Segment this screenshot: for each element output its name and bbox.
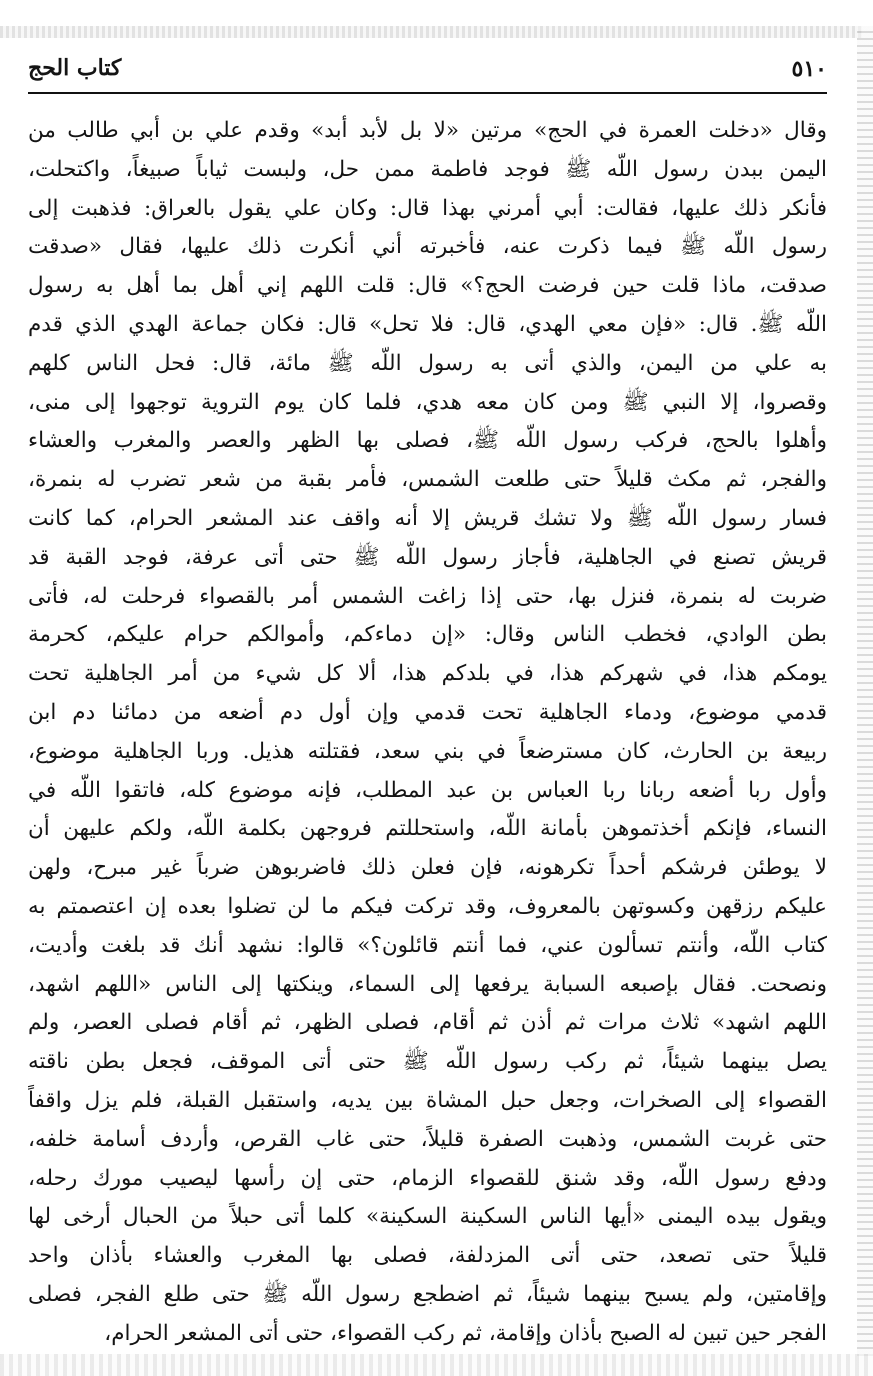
text-line: وأول ربا أضعه ربانا ربا العباس بن عبد المطلب، فإنه موضوع كله، فاتقوا اللّه في: [28, 777, 827, 803]
decorative-bottom-border: [0, 1354, 873, 1376]
text-line: اللهم اشهد» ثلاث مرات ثم أذن ثم أقام، فصلى الظهر، ثم أقام فصلى العصر، ولم: [28, 1010, 827, 1036]
text-line: ربيعة بن الحارث، كان مسترضعاً في بني سعد، فقتلته هذيل. وربا الجاهلية موضوع،: [28, 738, 827, 764]
text-line: وقال «دخلت العمرة في الحج» مرتين «لا بل لأبد أبد» وقدم علي بن أبي طالب من: [28, 118, 827, 143]
decorative-top-border: [0, 26, 862, 38]
text-line: اللّه ﷺ. قال: «فإن معي الهدي، قال: فلا تحل» قال: فكان جماعة الهدي الذي قدم: [28, 311, 827, 337]
text-line: به علي من اليمن، والذي أتى به رسول اللّه ﷺ مائة، قال: فحل الناس كلهم: [28, 350, 827, 376]
page-header: [28, 52, 827, 88]
text-line: القصواء إلى الصخرات، وجعل حبل المشاة بين يديه، واستقبل القبلة، فلم يزل واقفاً: [28, 1087, 827, 1113]
page-number: ٥١٠: [791, 56, 827, 82]
header-rule: [28, 92, 827, 94]
text-line: يصل بينهما شيئاً، ثم ركب رسول اللّه ﷺ حتى أتى الموقف، فجعل بطن ناقته: [28, 1049, 827, 1075]
text-line: الفجر حين تبين له الصبح بأذان وإقامة، ثم ركب القصواء، حتى أتى المشعر الحرام،: [104, 1320, 827, 1346]
text-line: عليكم رزقهن وكسوتهن بالمعروف، وقد تركت فيكم ما لن تضلوا بعده إن اعتصمتم به: [28, 893, 827, 919]
text-line: وأهلوا بالحج، فركب رسول اللّه ﷺ، فصلى بها الظهر والعصر والمغرب والعشاء: [28, 428, 827, 454]
text-line: صدقت، ماذا قلت حين فرضت الحج؟» قال: قلت اللهم إني أهل بما أهل به رسول: [28, 273, 827, 299]
text-line: ودفع رسول اللّه، وقد شنق للقصواء الزمام، حتى إن رأسها ليصيب مورك رحله،: [28, 1165, 827, 1191]
text-line: يومكم هذا، في شهركم هذا، في بلدكم هذا، ألا كل شيء من أمر الجاهلية تحت: [28, 661, 827, 687]
text-line: قليلاً حتى تصعد، حتى أتى المزدلفة، فصلى بها المغرب والعشاء بأذان واحد: [28, 1243, 827, 1269]
running-title: كتاب الحج: [28, 55, 122, 81]
text-line: ونصحت. فقال بإصبعه السبابة يرفعها إلى السماء، وينكتها إلى الناس «اللهم اشهد،: [28, 971, 827, 997]
text-line: وإقامتين، ولم يسبح بينهما شيئاً، ثم اضطجع رسول اللّه ﷺ حتى طلع الفجر، فصلى: [28, 1281, 827, 1307]
text-line: فسار رسول اللّه ﷺ ولا تشك قريش إلا أنه واقف عند المشعر الحرام، كما كانت: [28, 505, 827, 531]
body-text: [28, 112, 827, 1354]
text-line: اليمن ببدن رسول اللّه ﷺ فوجد فاطمة ممن حل، ولبست ثياباً صبيغاً، واكتحلت،: [28, 156, 827, 182]
text-line: لا يوطئن فرشكم أحداً تكرهونه، فإن فعلن ذلك فاضربوهن ضرباً غير مبرح، ولهن: [28, 855, 827, 881]
text-line: رسول اللّه ﷺ فيما ذكرت عنه، فأخبرته أني أنكرت ذلك عليها، فقال «صدقت: [28, 234, 827, 260]
text-line: بطن الوادي، فخطب الناس وقال: «إن دماءكم، وأموالكم حرام عليكم، كحرمة: [28, 622, 827, 648]
text-line: حتى غربت الشمس، وذهبت الصفرة قليلاً، حتى غاب القرص، وأردف أسامة خلفه،: [28, 1126, 827, 1152]
text-line: ضربت له بنمرة، فنزل بها، حتى إذا زاغت الشمس أمر بالقصواء فرحلت له، فأتى: [28, 583, 827, 609]
text-line: كتاب اللّه، وأنتم تسألون عني، فما أنتم قائلون؟» قالوا: نشهد أنك قد بلغت وأديت،: [28, 932, 827, 958]
text-line: ويقول بيده اليمنى «أيها الناس السكينة السكينة» كلما أتى حبلاً من الحبال أرخى لها: [28, 1204, 827, 1230]
text-line: قدمي موضوع، ودماء الجاهلية تحت قدمي وإن أول دم أضعه من دمائنا دم ابن: [28, 699, 827, 725]
text-line: وقصروا، إلا النبي ﷺ ومن كان معه هدي، فلما كان يوم التروية توجهوا إلى منى،: [28, 389, 827, 415]
text-line: النساء، فإنكم أخذتموهن بأمانة اللّه، واستحللتم فروجهن بكلمة اللّه، ولكم عليهن أن: [28, 816, 827, 842]
text-line: فأنكر ذلك عليها، فقالت: أبي أمرني بهذا قال: وكان علي يقول بالعراق: فذهبت إلى: [28, 195, 827, 221]
text-line: والفجر، ثم مكث قليلاً حتى طلعت الشمس، فأمر بقبة من شعر تضرب له بنمرة،: [28, 467, 827, 493]
decorative-side-border: [857, 26, 873, 1356]
text-line: قريش تصنع في الجاهلية، فأجاز رسول اللّه ﷺ حتى أتى عرفة، فوجد القبة قد: [28, 544, 827, 570]
